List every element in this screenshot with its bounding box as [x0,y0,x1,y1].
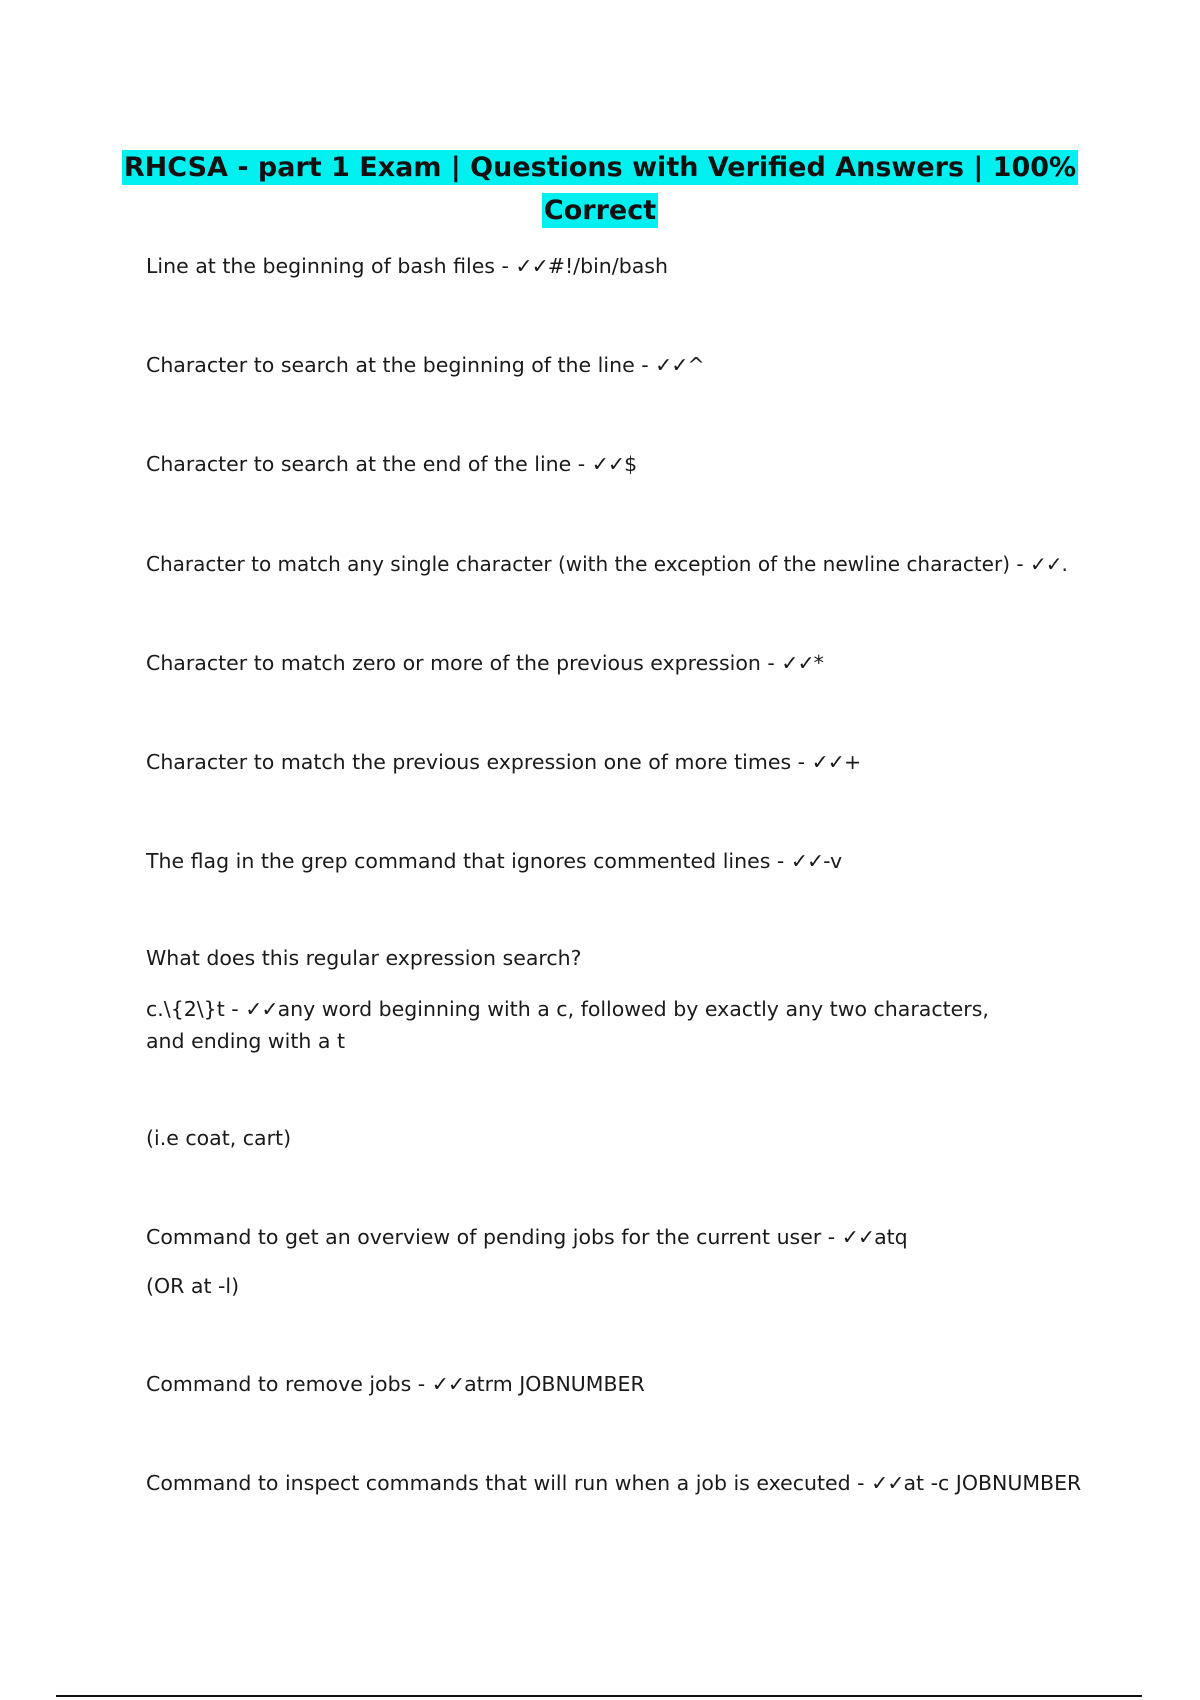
answer-text: atq [874,1225,908,1249]
answer-text: any word beginning with a c, followed by exactly any two characters, and ending with a t [146,997,989,1053]
qa-item [146,448,1076,480]
answer-text: -v [823,849,843,873]
check-mark-icon: ✓✓ [655,353,688,377]
check-mark-icon: ✓✓ [1029,552,1062,576]
question-text: Character to search at the beginning of the line - [146,353,656,377]
qa-item [146,1221,1076,1253]
check-mark-icon: ✓✓ [871,1471,904,1495]
answer-text: $ [624,452,638,476]
question-text: Command to get an overview of pending jobs for the current user - [146,1225,842,1249]
answer-text: ^ [687,353,705,377]
qa-item [146,746,1076,778]
question-text: Command to inspect commands that will run when a job is executed - [146,1471,872,1495]
qa-item [146,250,1076,282]
qa-item [146,1368,1076,1400]
qa-item [146,548,1076,580]
question-text: Character to match zero or more of the previous expression - [146,651,782,675]
title-line-1: RHCSA - part 1 Exam | Questions with Verified Answers | 100% [123,152,1077,183]
check-mark-icon: ✓✓ [841,1225,875,1249]
check-mark-icon: ✓✓ [245,997,278,1021]
regex-question: What does this regular expression search? [146,946,582,970]
check-mark-icon: ✓✓ [515,254,548,278]
answer-text: atrm JOBNUMBER [464,1372,645,1396]
check-mark-icon: ✓✓ [790,849,824,873]
answer-note: (OR at -l) [146,1274,240,1298]
check-mark-icon: ✓✓ [781,651,814,675]
footer-divider [56,1695,1142,1697]
qa-item [146,349,1076,381]
answer-text: + [843,750,862,774]
qa-item [146,647,1076,679]
answer-text: at -c JOBNUMBER [903,1471,1082,1495]
qa-item [146,845,1076,877]
regex-example: (i.e coat, cart) [146,1126,292,1150]
question-text: The flag in the grep command that ignores commented lines - [146,849,791,873]
question-text: Command to remove jobs - [146,1372,432,1396]
regex-answer [146,993,1026,1057]
check-mark-icon: ✓✓ [431,1372,465,1396]
question-text: Character to match the previous expression one of more times - [146,750,812,774]
check-mark-icon: ✓✓ [591,452,625,476]
question-text: Character to search at the end of the line - [146,452,592,476]
check-mark-icon: ✓✓ [811,750,844,774]
document-title [0,146,1200,232]
answer-text: . [1061,552,1068,576]
question-text: Line at the beginning of bash files - [146,254,516,278]
title-line-2: Correct [543,195,657,226]
qa-item [146,1467,1082,1499]
regex-expression: c.\{2\}t - [146,997,246,1021]
answer-text: #!/bin/bash [547,254,668,278]
question-text: Character to match any single character (with the exception of the newline character) - [146,552,1030,576]
answer-text: * [813,651,824,675]
